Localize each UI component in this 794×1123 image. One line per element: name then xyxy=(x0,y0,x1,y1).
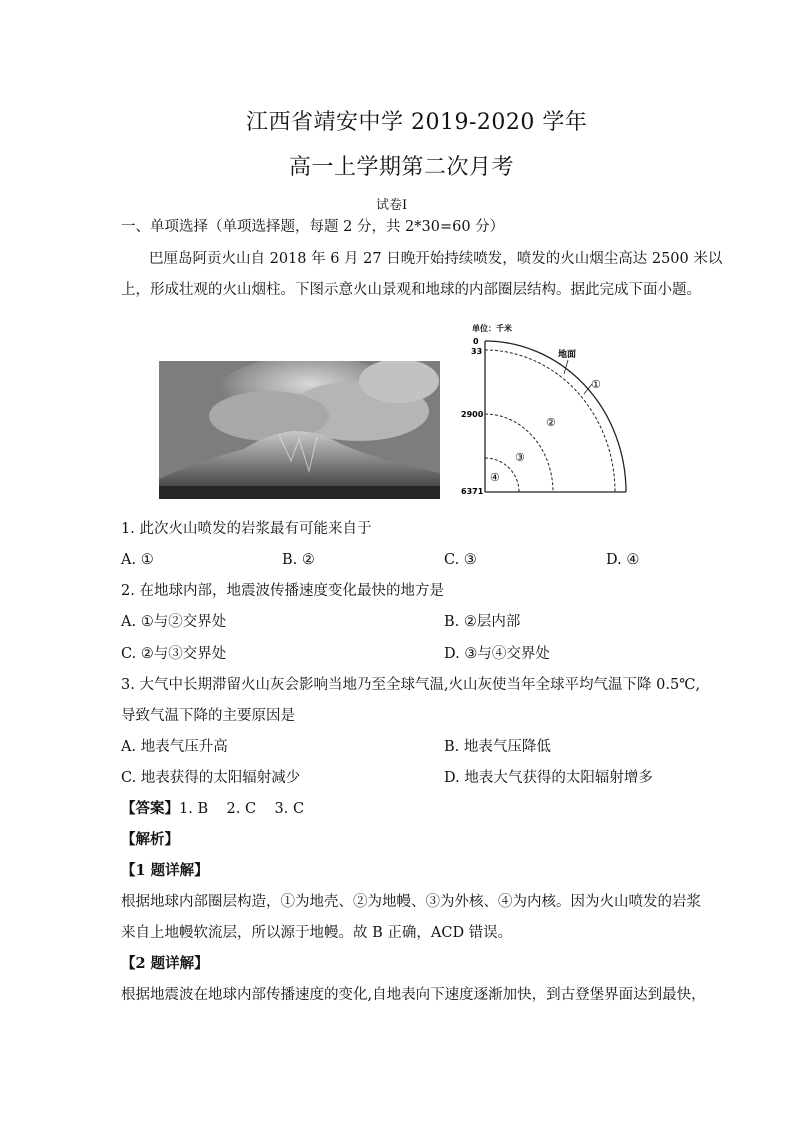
paper-label: 试卷Ⅰ xyxy=(376,198,408,213)
q2-option-b: B. ②层内部 xyxy=(444,614,521,630)
q3-option-c: C. 地表获得的太阳辐射减少 xyxy=(121,770,301,786)
q2-stem: 2. 在地球内部，地震波传播速度变化最快的地方是 xyxy=(121,583,444,599)
q1-stem: 1. 此次火山喷发的岩浆最有可能来自于 xyxy=(121,521,372,537)
title-line-2: 高一上学期第二次月考 xyxy=(289,155,515,180)
q3-stem-line-2: 导致气温下降的主要原因是 xyxy=(121,708,295,724)
q3-stem-line-1: 3. 大气中长期滞留火山灰会影响当地乃至全球气温,火山灰使当年全球平均气温下降 0.5℃, xyxy=(121,677,701,693)
layer-2-label: ② xyxy=(546,416,556,429)
analysis-label: 【解析】 xyxy=(121,831,179,848)
detail-1-line-2: 来自上地幔软流层，所以源于地幔。故 B 正确，ACD 错误。 xyxy=(121,925,513,941)
unit-label: 单位：千米 xyxy=(472,324,512,333)
earth-interior-diagram xyxy=(456,322,636,497)
answer-label: 【答案】 xyxy=(121,800,179,817)
q3-option-d: D. 地表大气获得的太阳辐射增多 xyxy=(444,770,653,786)
detail-1-line-1: 根据地球内部圈层构造，①为地壳、②为地幔、③为外核、④为内核。因为火山喷发的岩浆 xyxy=(121,894,701,910)
q3-option-b: B. 地表气压降低 xyxy=(444,739,551,755)
detail-2-label: 【2 题详解】 xyxy=(121,955,209,972)
q2-option-c: C. ②与③交界处 xyxy=(121,646,227,662)
layer-3-label: ③ xyxy=(515,451,525,464)
q3-option-a: A. 地表气压升高 xyxy=(121,739,228,755)
q2-option-d: D. ③与④交界处 xyxy=(444,646,550,662)
volcano-photo xyxy=(159,361,440,499)
title-line-1: 江西省靖安中学 2019-2020 学年 xyxy=(246,110,588,135)
layer-1-label: ① xyxy=(591,378,601,391)
q1-option-d: D. ④ xyxy=(606,552,640,568)
tick-2900: 2900 xyxy=(461,410,484,419)
tick-6371: 6371 xyxy=(461,487,484,496)
q1-option-b: B. ② xyxy=(282,552,315,568)
answer-text: 1. B 2. C 3. C xyxy=(179,801,305,817)
surface-label: 地面 xyxy=(558,350,577,360)
intro-line-2: 上，形成壮观的火山烟柱。下图示意火山景观和地球的内部圈层结构。据此完成下面小题。 xyxy=(121,282,701,298)
q1-option-c: C. ③ xyxy=(444,552,477,568)
q2-option-a: A. ①与②交界处 xyxy=(121,614,227,630)
section-heading: 一、单项选择（单项选择题，每题 2 分，共 2*30=60 分） xyxy=(121,219,505,235)
intro-line-1: 巴厘岛阿贡火山自 2018 年 6 月 27 日晚开始持续喷发，喷发的火山烟尘高达 2500 米以 xyxy=(149,251,723,267)
layer-4-label: ④ xyxy=(490,471,500,484)
detail-1-label: 【1 题详解】 xyxy=(121,862,209,879)
answer-row xyxy=(121,802,304,817)
tick-0: 0 xyxy=(473,337,479,346)
q1-option-a: A. ① xyxy=(121,552,154,568)
tick-33: 33 xyxy=(471,347,483,356)
detail-2-line-1: 根据地震波在地球内部传播速度的变化,自地表向下速度逐渐加快，到古登堡界面达到最快， xyxy=(121,987,706,1003)
